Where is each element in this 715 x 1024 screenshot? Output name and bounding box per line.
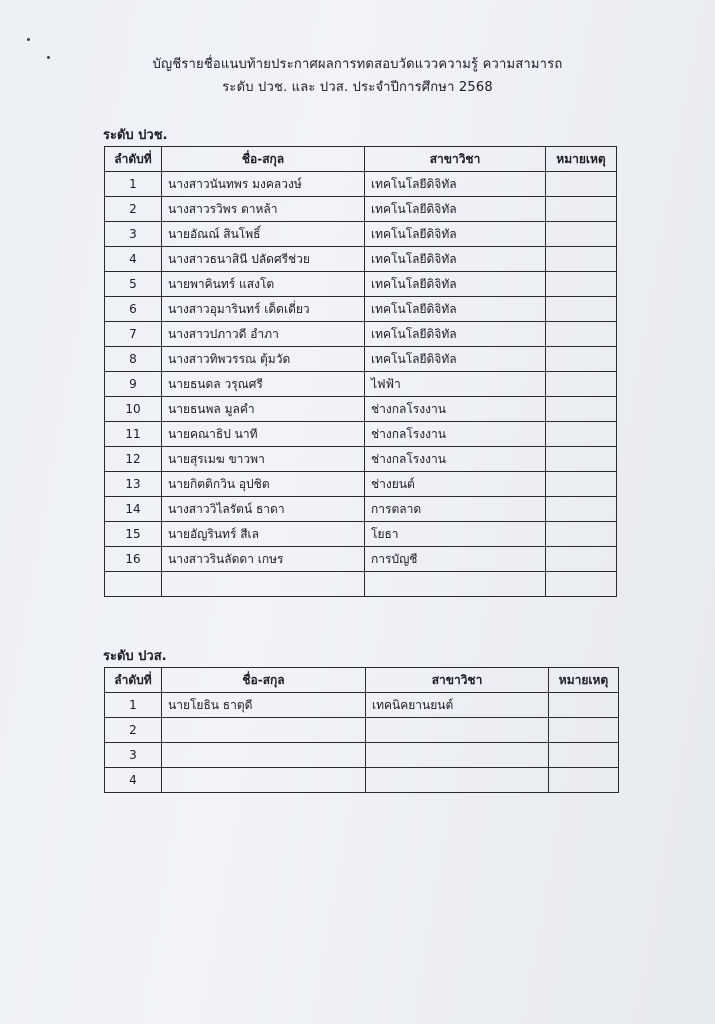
cell-major: ช่างกลโรงงาน	[365, 447, 546, 472]
cell-remark	[546, 297, 617, 322]
section-label-hvc: ระดับ ปวส.	[103, 649, 167, 664]
cell-name: นางสาวอุมารินทร์ เด็ดเดี่ยว	[162, 297, 365, 322]
cell-major	[366, 768, 549, 793]
vc-table	[104, 146, 617, 597]
cell-name	[162, 768, 366, 793]
cell-no: 10	[105, 397, 162, 422]
cell-major: ไฟฟ้า	[365, 372, 546, 397]
table-row	[105, 297, 617, 322]
table-row	[105, 447, 617, 472]
cell-no: 9	[105, 372, 162, 397]
cell-major	[366, 718, 549, 743]
cell-major: การบัญชี	[365, 547, 546, 572]
cell-no: 6	[105, 297, 162, 322]
cell-no: 1	[105, 172, 162, 197]
table-row	[105, 693, 619, 718]
table-row	[105, 522, 617, 547]
cell-name: นายโยธิน ธาตุดี	[162, 693, 366, 718]
cell-major: ช่างยนต์	[365, 472, 546, 497]
cell-remark	[546, 547, 617, 572]
cell-no: 8	[105, 347, 162, 372]
table-row	[105, 197, 617, 222]
cell-name: นางสาวรินลัดดา เกษร	[162, 547, 365, 572]
cell-remark	[546, 372, 617, 397]
document-title-line1: บัญชีรายชื่อแนบท้ายประกาศผลการทดสอบวัดแววความรู้ ความสามารถ	[152, 57, 563, 72]
table-row	[105, 743, 619, 768]
cell-major: เทคโนโลยีดิจิทัล	[365, 222, 546, 247]
cell-name: นายอัณณ์ สินโพธิ์	[162, 222, 365, 247]
cell-remark	[546, 497, 617, 522]
table-row	[105, 572, 617, 597]
cell-no: 1	[105, 693, 162, 718]
table-header-row	[105, 668, 619, 693]
hvc-table	[104, 667, 619, 793]
col-header-no: ลำดับที่	[105, 668, 162, 693]
cell-major: เทคโนโลยีดิจิทัล	[365, 347, 546, 372]
cell-remark	[546, 247, 617, 272]
cell-name: นายสุรเมฆ ขาวพา	[162, 447, 365, 472]
cell-no: 3	[105, 743, 162, 768]
cell-major: เทคโนโลยีดิจิทัล	[365, 247, 546, 272]
table-row	[105, 172, 617, 197]
cell-name: นายอัญรินทร์ สีเล	[162, 522, 365, 547]
cell-name: นายพาคินทร์ แสงโต	[162, 272, 365, 297]
table-row	[105, 372, 617, 397]
cell-no: 11	[105, 422, 162, 447]
cell-name	[162, 743, 366, 768]
cell-major: โยธา	[365, 522, 546, 547]
cell-no: 12	[105, 447, 162, 472]
cell-no: 13	[105, 472, 162, 497]
cell-major	[365, 572, 546, 597]
cell-remark	[549, 743, 619, 768]
cell-remark	[546, 272, 617, 297]
cell-remark	[546, 572, 617, 597]
cell-major: เทคนิคยานยนต์	[366, 693, 549, 718]
table-header-row	[105, 147, 617, 172]
cell-no: 3	[105, 222, 162, 247]
cell-name: นายธนดล วรุณศรี	[162, 372, 365, 397]
speck-mark	[27, 38, 30, 41]
col-header-name: ชื่อ-สกุล	[162, 147, 365, 172]
cell-no: 2	[105, 197, 162, 222]
cell-remark	[546, 322, 617, 347]
table-row	[105, 718, 619, 743]
cell-no: 4	[105, 247, 162, 272]
col-header-remark: หมายเหตุ	[549, 668, 619, 693]
cell-name: นายธนพล มูลคำ	[162, 397, 365, 422]
cell-name: นางสาววิไลรัตน์ ธาดา	[162, 497, 365, 522]
cell-remark	[546, 197, 617, 222]
cell-no: 14	[105, 497, 162, 522]
cell-major: เทคโนโลยีดิจิทัล	[365, 272, 546, 297]
cell-major	[366, 743, 549, 768]
cell-name: นางสาวธนาสินี ปลัดศรีช่วย	[162, 247, 365, 272]
cell-name: นายคณาธิป นาที	[162, 422, 365, 447]
cell-major: การตลาด	[365, 497, 546, 522]
cell-major: ช่างกลโรงงาน	[365, 422, 546, 447]
cell-major: เทคโนโลยีดิจิทัล	[365, 297, 546, 322]
cell-remark	[546, 472, 617, 497]
col-header-name: ชื่อ-สกุล	[162, 668, 366, 693]
cell-name	[162, 572, 365, 597]
document-title-line2: ระดับ ปวช. และ ปวส. ประจำปีการศึกษา 2568	[222, 80, 493, 95]
cell-major: เทคโนโลยีดิจิทัล	[365, 197, 546, 222]
cell-no: 5	[105, 272, 162, 297]
table-row	[105, 347, 617, 372]
cell-name	[162, 718, 366, 743]
col-header-no: ลำดับที่	[105, 147, 162, 172]
table-row	[105, 422, 617, 447]
cell-remark	[546, 447, 617, 472]
cell-remark	[546, 397, 617, 422]
cell-remark	[546, 222, 617, 247]
cell-remark	[546, 522, 617, 547]
table-row	[105, 247, 617, 272]
cell-name: นางสาวรวิพร ตาหล้า	[162, 197, 365, 222]
cell-name: นางสาวทิพวรรณ ตุ้มวัด	[162, 347, 365, 372]
cell-name: นางสาวนันทพร มงคลวงษ์	[162, 172, 365, 197]
cell-name: นายกิตติกวิน อุปชิต	[162, 472, 365, 497]
cell-remark	[546, 172, 617, 197]
cell-no: 4	[105, 768, 162, 793]
col-header-remark: หมายเหตุ	[546, 147, 617, 172]
hvc-table-body	[105, 693, 619, 793]
cell-remark	[549, 718, 619, 743]
table-row	[105, 472, 617, 497]
vc-table-body	[105, 172, 617, 597]
cell-no	[105, 572, 162, 597]
cell-remark	[546, 422, 617, 447]
cell-no: 7	[105, 322, 162, 347]
col-header-major: สาขาวิชา	[366, 668, 549, 693]
table-row	[105, 397, 617, 422]
cell-no: 16	[105, 547, 162, 572]
table-row	[105, 322, 617, 347]
cell-remark	[546, 347, 617, 372]
table-row	[105, 768, 619, 793]
cell-no: 15	[105, 522, 162, 547]
table-row	[105, 272, 617, 297]
col-header-major: สาขาวิชา	[365, 147, 546, 172]
cell-remark	[549, 768, 619, 793]
cell-major: เทคโนโลยีดิจิทัล	[365, 172, 546, 197]
cell-major: เทคโนโลยีดิจิทัล	[365, 322, 546, 347]
table-row	[105, 222, 617, 247]
cell-no: 2	[105, 718, 162, 743]
cell-remark	[549, 693, 619, 718]
section-label-vc: ระดับ ปวช.	[103, 128, 168, 143]
cell-name: นางสาวปภาวดี อำภา	[162, 322, 365, 347]
table-row	[105, 497, 617, 522]
cell-major: ช่างกลโรงงาน	[365, 397, 546, 422]
table-row	[105, 547, 617, 572]
